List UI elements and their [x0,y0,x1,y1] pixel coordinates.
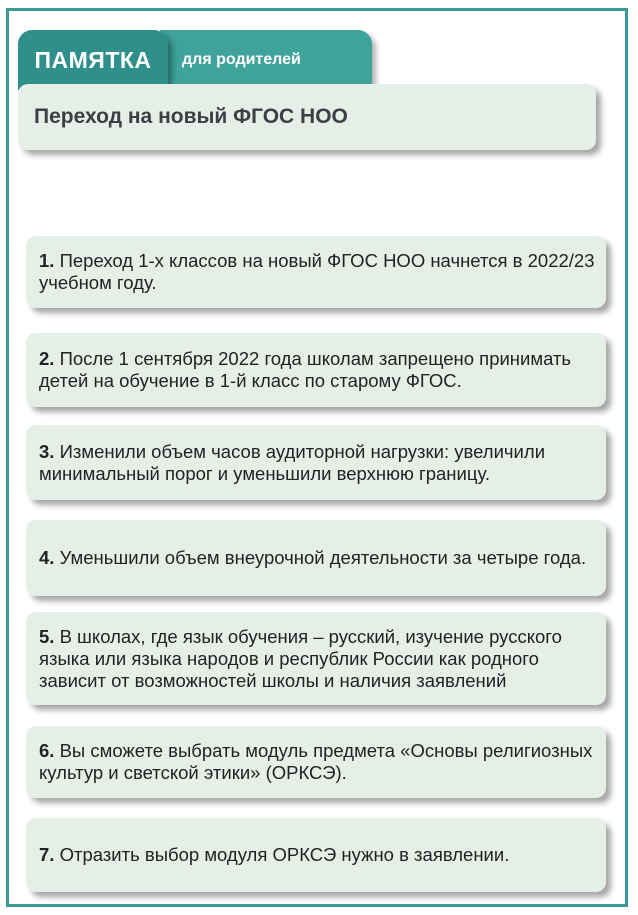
page-title-box [18,84,596,150]
item-number: 1. [39,250,55,271]
list-item [26,333,606,407]
item-number: 3. [39,440,55,462]
parents-tab-label: для родителей [182,51,301,68]
item-text: В школах, где язык обучения – русский, изучение русского языка или языка народов и республик России как родного зависит от возможностей школы и наличия заявлений [39,625,562,691]
list-item [26,236,606,308]
item-number: 7. [39,844,55,865]
item-number: 2. [39,348,55,369]
item-text: Переход 1-х классов на новый ФГОС НОО начнется в 2022/23 учебном году. [39,250,595,293]
item-number: 4. [39,547,55,568]
item-text: Вы сможете выбрать модуль предмета «Основы религиозных культур и светской этики» (ОРКСЭ). [39,740,593,783]
memo-tab [18,30,168,90]
item-text: Изменили объем часов аудиторной нагрузки: увеличили минимальный порог и уменьшили верхнюю границу. [39,440,546,484]
item-number: 6. [39,740,55,761]
list-item [26,425,606,500]
item-text: После 1 сентября 2022 года школам запрещено принимать детей на обучение в 1-й класс по старому ФГОС. [39,348,572,391]
list-item [26,520,606,596]
list-item [26,612,606,705]
memo-tab-label: ПАМЯТКА [34,46,152,73]
item-number: 5. [39,625,55,647]
page-title: Переход на новый ФГОС НОО [34,105,348,128]
item-text: Уменьшили объем внеурочной деятельности за четыре года. [54,547,587,568]
item-text: Отразить выбор модуля ОРКСЭ нужно в заявлении. [54,844,510,865]
list-item [26,818,606,892]
list-item [26,726,606,798]
parents-tab [160,30,372,90]
